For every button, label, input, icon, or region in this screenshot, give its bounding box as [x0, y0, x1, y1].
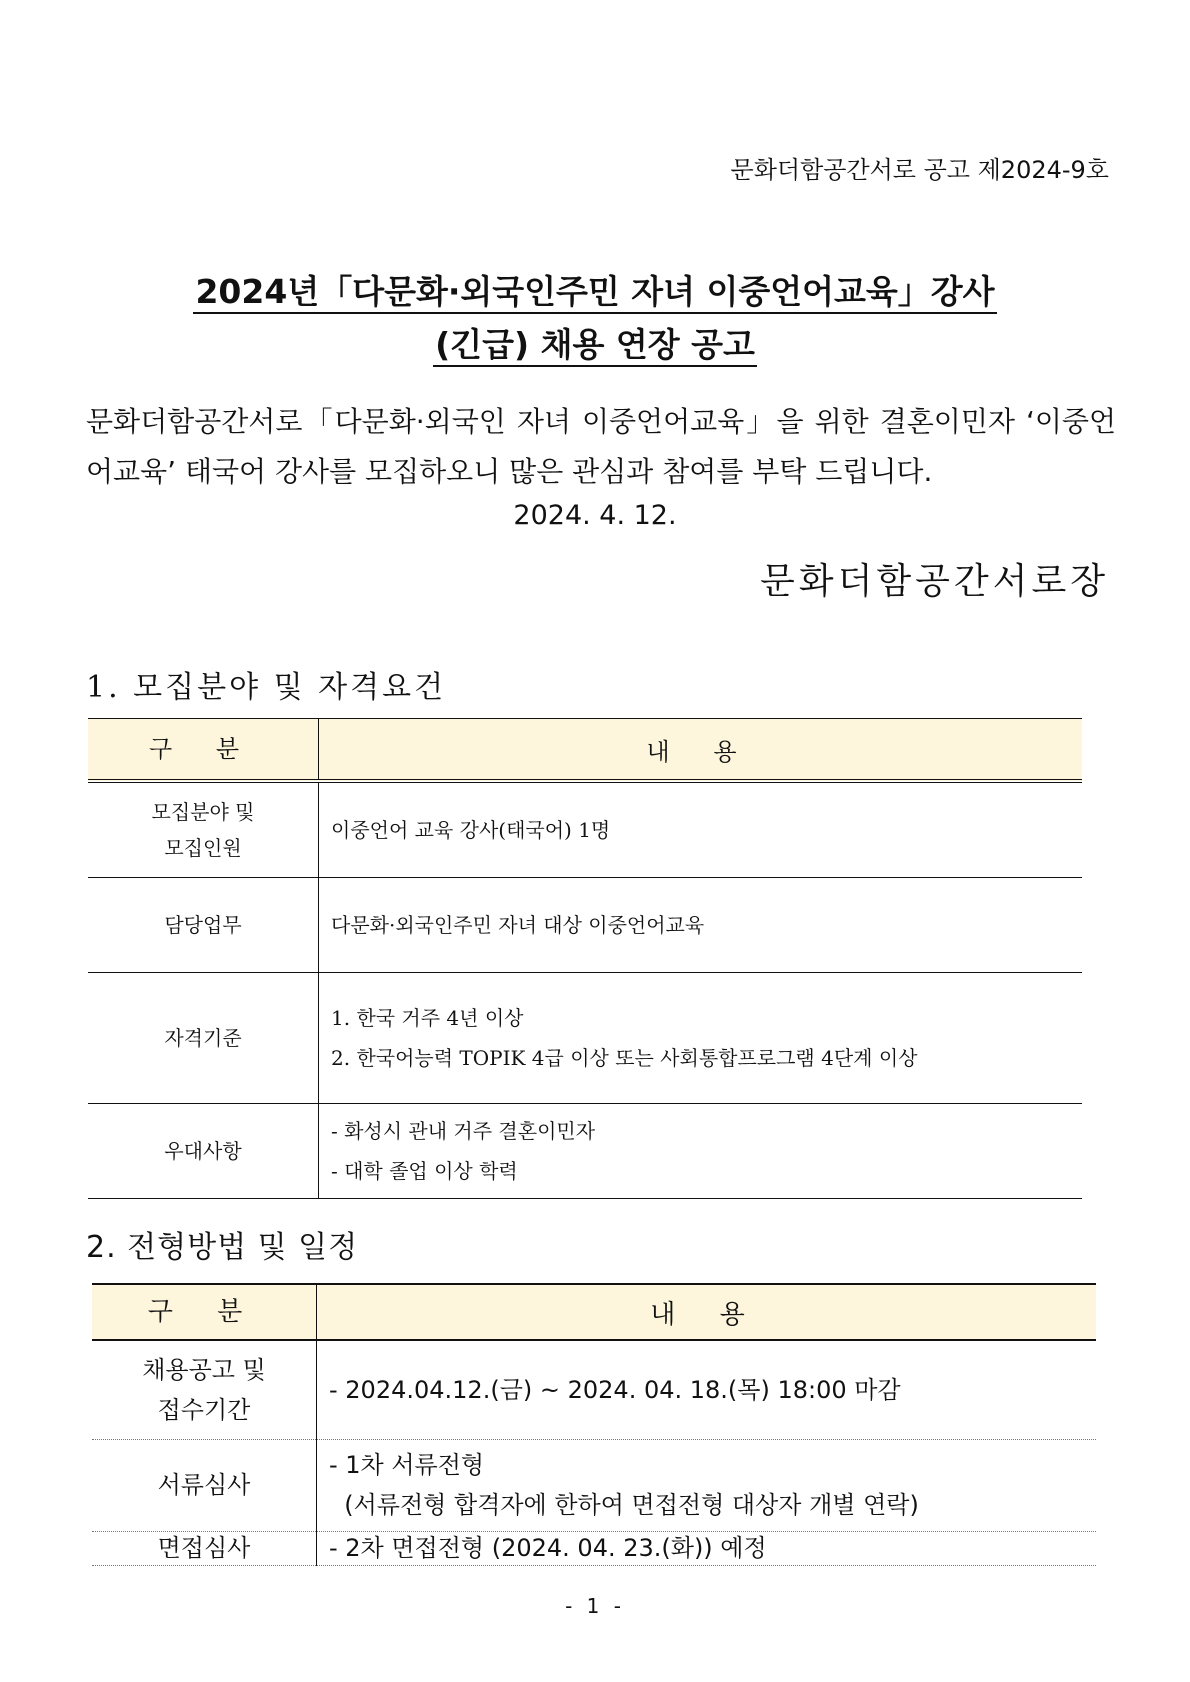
section-1-title: 1. 모집분야 및 자격요건 [86, 670, 447, 705]
row-label-line: 서류심사 [157, 1471, 251, 1499]
row-label-line: 채용공고 및 [142, 1355, 266, 1384]
table-row [88, 972, 1082, 1103]
row-content-line: 2. 한국어능력 TOPIK 4급 이상 또는 사회통합프로그램 4단계 이상 [331, 1045, 918, 1070]
row-label-line: 접수기간 [157, 1395, 251, 1424]
table-row [88, 877, 1082, 972]
row-content-line: - 2024.04.12.(금) ~ 2024. 04. 18.(목) 18:00 마감 [329, 1375, 901, 1404]
row-label [88, 1103, 319, 1198]
recruitment-table [88, 718, 1082, 1199]
table-row [88, 1103, 1082, 1198]
signer: 문화더함공간서로장 [760, 561, 1109, 602]
row-label [92, 1439, 317, 1531]
row-label-line: 우대사항 [164, 1138, 242, 1163]
row-content-line: 다문화·외국인주민 자녀 대상 이중언어교육 [331, 912, 705, 937]
table-row [92, 1531, 1096, 1565]
title-line-2 [0, 319, 1190, 366]
notice-number: 문화더함공간서로 공고 제2024-9호 [730, 156, 1109, 184]
row-content [317, 1439, 1097, 1531]
row-content-line: - 대학 졸업 이상 학력 [331, 1158, 518, 1183]
row-label-line: 담당업무 [164, 912, 242, 937]
row-content [319, 781, 1083, 877]
row-content [317, 1531, 1097, 1565]
row-label-line: 면접심사 [157, 1534, 251, 1562]
schedule-table [92, 1283, 1096, 1566]
table-header-row [88, 719, 1082, 782]
title-line-1-text: 2024년「다문화·외국인주민 자녀 이중언어교육」강사 [193, 272, 996, 314]
notice-date: 2024. 4. 12. [513, 500, 677, 531]
table-row [92, 1340, 1096, 1439]
row-content [319, 877, 1083, 972]
row-label [88, 972, 319, 1103]
row-content-line: (서류전형 합격자에 한하여 면접전형 대상자 개별 연락) [329, 1491, 919, 1519]
header-content: 내 용 [319, 719, 1083, 782]
row-content-line: - 1차 서류전형 [329, 1451, 485, 1479]
row-content [319, 972, 1083, 1103]
page-number: - 1 - [565, 1594, 625, 1618]
row-label-line: 자격기준 [164, 1025, 242, 1050]
title-line-1 [0, 266, 1190, 313]
table-row [88, 781, 1082, 877]
row-label [92, 1340, 317, 1439]
row-label-line: 모집분야 및 [151, 799, 255, 824]
row-label [88, 781, 319, 877]
section-2-title: 2. 전형방법 및 일정 [86, 1230, 359, 1265]
row-content [317, 1340, 1097, 1439]
row-label [88, 877, 319, 972]
row-content-line: 이중언어 교육 강사(태국어) 1명 [331, 817, 611, 842]
header-category: 구 분 [88, 719, 319, 782]
row-label-line: 모집인원 [164, 835, 242, 860]
row-content-line: - 2차 면접전형 (2024. 04. 23.(화)) 예정 [329, 1534, 767, 1562]
row-content [319, 1103, 1083, 1198]
table-header-row [92, 1284, 1096, 1340]
header-category: 구 분 [92, 1284, 317, 1340]
row-label [92, 1531, 317, 1565]
table-row [92, 1439, 1096, 1531]
header-content: 내 용 [317, 1284, 1097, 1340]
row-content-line: 1. 한국 거주 4년 이상 [331, 1005, 524, 1030]
intro-paragraph: 문화더함공간서로「다문화·외국인 자녀 이중언어교육」을 위한 결혼이민자 ‘이중언어교육’ 태국어 강사를 모집하오니 많은 관심과 참여를 부탁 드립니다. [86, 405, 1116, 488]
row-content-line: - 화성시 관내 거주 결혼이민자 [331, 1118, 596, 1143]
title-line-2-text: (긴급) 채용 연장 공고 [433, 325, 757, 367]
